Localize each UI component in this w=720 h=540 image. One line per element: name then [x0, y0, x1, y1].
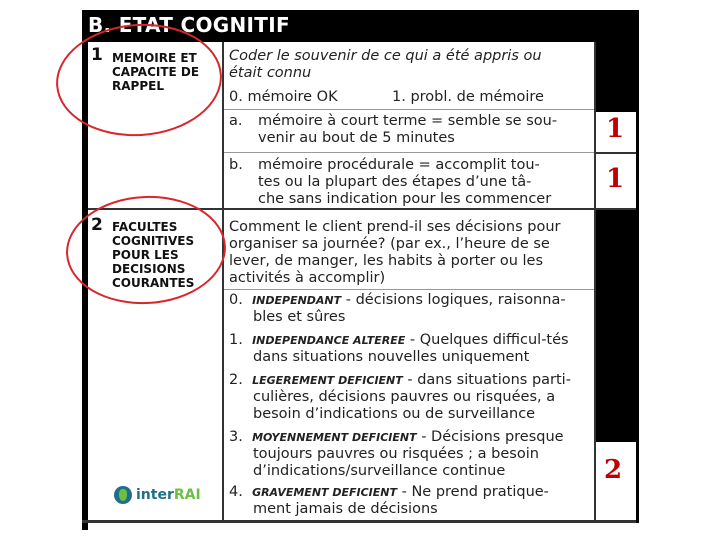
- question-line: Comment le client prend-il ses décisions pour: [229, 219, 561, 235]
- item2-question: [229, 219, 561, 287]
- a-line: venir au bout de 5 minutes: [258, 130, 455, 146]
- instruction-line: Coder le souvenir de ce qui a été appris ou: [229, 48, 542, 64]
- frame-right-edge: [636, 10, 639, 523]
- option-key: MOYENNEMENT DEFICIENT: [252, 431, 417, 444]
- option-number: 4.: [229, 484, 243, 500]
- option-text: - décisions logiques, raisonna-: [345, 292, 566, 308]
- item2-label-line: FACULTES: [112, 220, 178, 234]
- item1-instruction: [229, 48, 542, 82]
- option-text: besoin d’indications ou de surveillance: [253, 406, 536, 422]
- option-4: [229, 484, 549, 518]
- item1-option-0: 0. mémoire OK: [229, 89, 338, 105]
- divider-label: [222, 42, 224, 520]
- option-text: - dans situations parti-: [407, 372, 571, 388]
- option-0: [229, 292, 566, 326]
- option-text: toujours pauvres ou risquées ; a besoin: [253, 446, 539, 462]
- option-key: INDEPENDANT: [252, 294, 342, 307]
- item1-option-1: 1. probl. de mémoire: [392, 89, 544, 105]
- option-3: [229, 429, 564, 480]
- score-2: 2: [604, 455, 623, 485]
- option-2: [229, 372, 571, 423]
- option-text: bles et sûres: [253, 309, 346, 325]
- option-1: [229, 332, 569, 366]
- item2-label-line: COGNITIVES: [112, 234, 195, 248]
- interrai-logo: [114, 486, 201, 504]
- option-text: - Quelques difficul-tés: [409, 332, 569, 348]
- score-1a: 1: [606, 114, 625, 144]
- option-text: dans situations nouvelles uniquement: [253, 349, 530, 365]
- item2-label-line: POUR LES: [112, 248, 179, 262]
- frame-right-mid: [594, 208, 639, 442]
- divider-score: [594, 42, 596, 520]
- option-text: culières, décisions pauvres ou risquées, a: [253, 389, 556, 405]
- divider-q2: [224, 289, 594, 290]
- item1-b-text: [258, 157, 551, 208]
- b-line: tes ou la plupart des étapes d’une tâ-: [258, 174, 532, 190]
- frame-right: [594, 10, 639, 112]
- option-number: 1.: [229, 332, 243, 348]
- logo-text-part2: RAI: [173, 487, 201, 503]
- option-number: 0.: [229, 292, 243, 308]
- item1-number: 1: [91, 45, 103, 65]
- question-line: lever, de manger, les habits à porter ou les: [229, 253, 544, 269]
- item2-label-line: DECISIONS: [112, 262, 186, 276]
- item1-label-line: CAPACITE DE: [112, 65, 200, 79]
- item1-label-line: MEMOIRE ET: [112, 51, 197, 65]
- option-key: GRAVEMENT DEFICIENT: [252, 486, 397, 499]
- instruction-line: était connu: [229, 65, 312, 81]
- option-key: INDEPENDANCE ALTEREE: [252, 334, 406, 347]
- option-number: 2.: [229, 372, 243, 388]
- divider-a: [224, 109, 594, 110]
- question-line: activités à accomplir): [229, 270, 386, 286]
- logo-text-part1: inter: [136, 487, 174, 503]
- divider-b: [224, 152, 594, 153]
- item1-b-letter: b.: [229, 157, 243, 173]
- item1-label-line: RAPPEL: [112, 79, 164, 93]
- option-text: - Ne prend pratique-: [401, 484, 549, 500]
- option-key: LEGEREMENT DEFICIENT: [252, 374, 403, 387]
- option-number: 3.: [229, 429, 243, 445]
- question-line: organiser sa journée? (par ex., l’heure de se: [229, 236, 550, 252]
- item1-a-letter: a.: [229, 113, 243, 129]
- item2-label-line: COURANTES: [112, 276, 195, 290]
- interrai-logo-icon: [114, 486, 132, 504]
- a-line: mémoire à court terme = semble se sou-: [258, 113, 558, 129]
- option-text: d’indications/surveillance continue: [253, 463, 506, 479]
- section-title: B. ETAT COGNITIF: [88, 13, 290, 37]
- b-line: che sans indication pour les commencer: [258, 191, 552, 207]
- frame-bottom: [82, 520, 639, 523]
- item1-a-text: [258, 113, 557, 147]
- option-text: ment jamais de décisions: [253, 501, 438, 517]
- option-text: - Décisions presque: [421, 429, 564, 445]
- item2-number: 2: [91, 215, 103, 235]
- score-1b: 1: [606, 164, 625, 194]
- b-line: mémoire procédurale = accomplit tou-: [258, 157, 540, 173]
- divider-score-ab: [596, 152, 636, 154]
- interrai-logo-text: [136, 487, 201, 503]
